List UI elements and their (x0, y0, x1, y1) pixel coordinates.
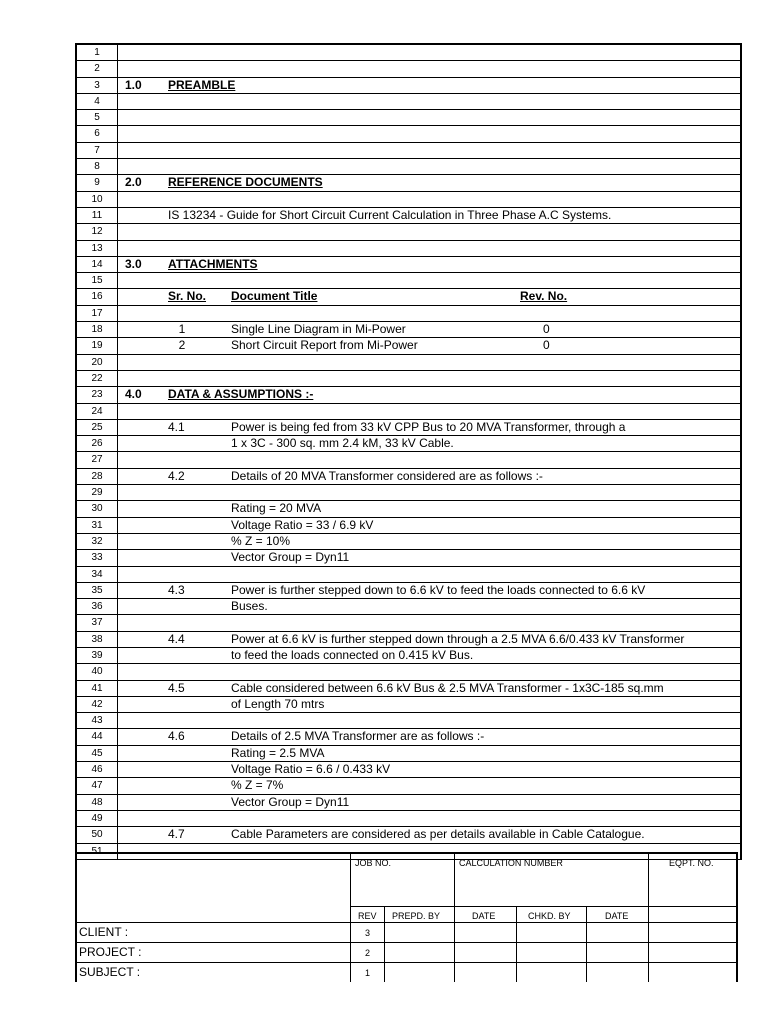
sheet-row (77, 778, 740, 794)
row-number: 34 (77, 567, 118, 582)
item-text: Vector Group = Dyn11 (231, 794, 350, 809)
item-number: IS 13234 - Guide for Short Circuit Current Calculation in Three Phase A.C Systems. (168, 207, 612, 222)
item-text: Rating = 20 MVA (231, 501, 322, 516)
item-text: Buses. (231, 599, 268, 614)
sheet-row (77, 518, 740, 534)
row-number: 20 (77, 355, 118, 370)
sheet-row (77, 664, 740, 680)
sheet-row (77, 110, 740, 126)
row-number: 43 (77, 713, 118, 728)
rev-2: 2 (365, 948, 371, 958)
item-text: 1 x 3C - 300 sq. mm 2.4 kM, 33 kV Cable. (231, 436, 454, 451)
sheet-row (77, 78, 740, 94)
sheet-row (77, 273, 740, 289)
row-number: 26 (77, 436, 118, 451)
row-number: 40 (77, 664, 118, 679)
sheet-row (77, 338, 740, 354)
sheet-row (77, 420, 740, 436)
row-number: 45 (77, 746, 118, 761)
row-number: 36 (77, 599, 118, 614)
sheet-row (77, 485, 740, 501)
sheet-row (77, 371, 740, 387)
sr-no: 1 (178, 322, 186, 337)
sheet-row (77, 746, 740, 762)
item-number: 4.5 (168, 680, 185, 695)
sheet-row (77, 404, 740, 420)
item-text: to feed the loads connected on 0.415 kV Bus. (231, 647, 474, 662)
row-number: 27 (77, 452, 118, 467)
item-text: % Z = 10% (231, 533, 291, 548)
row-number: 46 (77, 762, 118, 777)
item-text: Power is further stepped down to 6.6 kV to feed the loads connected to 6.6 kV (231, 582, 646, 597)
sheet-row (77, 306, 740, 322)
sheet-row (77, 355, 740, 371)
row-number: 18 (77, 322, 118, 337)
item-text: Short Circuit Report from Mi-Power (231, 338, 418, 353)
item-number: 4.2 (168, 468, 185, 483)
row-number: 42 (77, 697, 118, 712)
item-text: Vector Group = Dyn11 (231, 550, 350, 565)
row-number: 8 (77, 159, 118, 174)
sheet-row (77, 387, 740, 403)
row-number: 25 (77, 420, 118, 435)
row-number: 11 (77, 208, 118, 223)
row-number: 4 (77, 94, 118, 109)
sr-no: 2 (178, 338, 186, 353)
client-label: CLIENT : (79, 925, 129, 939)
section-heading: PREAMBLE (168, 77, 236, 92)
sheet-row (77, 159, 740, 175)
section-heading: ATTACHMENTS (168, 256, 258, 271)
rev-no: 0 (543, 322, 550, 337)
item-text: Details of 2.5 MVA Transformer are as follows :- (231, 729, 485, 744)
row-number: 39 (77, 648, 118, 663)
prepd-by-header: PREPD. BY (392, 911, 441, 921)
row-number: 17 (77, 306, 118, 321)
row-number: 35 (77, 583, 118, 598)
sheet-row (77, 615, 740, 631)
sheet-row (77, 632, 740, 648)
item-text: Rating = 2.5 MVA (231, 745, 325, 760)
sheet-row (77, 175, 740, 191)
sheet-row (77, 208, 740, 224)
item-number: 4.3 (168, 582, 185, 597)
sheet-row (77, 501, 740, 517)
sheet-row (77, 583, 740, 599)
sheet-row (77, 45, 740, 61)
item-text: Single Line Diagram in Mi-Power (231, 322, 406, 337)
row-number: 30 (77, 501, 118, 516)
row-number: 37 (77, 615, 118, 630)
row-number: 24 (77, 404, 118, 419)
sheet-row (77, 192, 740, 208)
item-text: Details of 20 MVA Transformer considered are as follows :- (231, 468, 543, 483)
sheet-row (77, 322, 740, 338)
row-number: 19 (77, 338, 118, 353)
row-number: 7 (77, 143, 118, 158)
row-number: 9 (77, 175, 118, 190)
sheet-row (77, 224, 740, 240)
sheet-row (77, 567, 740, 583)
item-text: Cable considered between 6.6 kV Bus & 2.5 MVA Transformer - 1x3C-185 sq.mm (231, 680, 664, 695)
project-label: PROJECT : (79, 945, 142, 959)
sheet-row (77, 811, 740, 827)
item-number: 4.4 (168, 631, 185, 646)
date-header-1: DATE (472, 911, 496, 921)
item-text: Voltage Ratio = 6.6 / 0.433 kV (231, 762, 391, 777)
row-number: 32 (77, 534, 118, 549)
row-number: 10 (77, 192, 118, 207)
date-header-2: DATE (605, 911, 629, 921)
row-number: 44 (77, 729, 118, 744)
row-number: 12 (77, 224, 118, 239)
rev-3: 3 (365, 928, 371, 938)
row-number: 14 (77, 257, 118, 272)
sheet-row (77, 713, 740, 729)
row-number: 13 (77, 241, 118, 256)
row-number: 29 (77, 485, 118, 500)
item-number: 4.7 (168, 827, 185, 842)
rev-header: REV (358, 911, 377, 921)
row-number: 33 (77, 550, 118, 565)
sheet-row (77, 452, 740, 468)
row-number: 2 (77, 61, 118, 76)
sheet-row (77, 534, 740, 550)
sheet-row (77, 729, 740, 745)
row-number: 47 (77, 778, 118, 793)
sheet-row (77, 241, 740, 257)
sheet-row (77, 697, 740, 713)
row-number: 15 (77, 273, 118, 288)
section-number: 1.0 (125, 77, 142, 92)
row-number: 16 (77, 289, 118, 304)
row-number: 1 (77, 45, 118, 60)
row-number: 38 (77, 632, 118, 647)
subject-label: SUBJECT : (79, 965, 141, 979)
item-text: % Z = 7% (231, 778, 284, 793)
item-number: 4.6 (168, 729, 185, 744)
section-number: 4.0 (125, 387, 142, 402)
sheet-row (77, 257, 740, 273)
sr-no-header: Sr. No. (168, 289, 207, 304)
sheet-row (77, 795, 740, 811)
item-text: of Length 70 mtrs (231, 696, 325, 711)
row-number: 49 (77, 811, 118, 826)
row-number: 3 (77, 78, 118, 93)
row-number: 6 (77, 126, 118, 141)
sheet-row (77, 550, 740, 566)
row-number: 51 (77, 844, 118, 859)
section-heading: DATA & ASSUMPTIONS :- (168, 387, 314, 402)
calculation-sheet (75, 43, 742, 860)
sheet-row (77, 469, 740, 485)
item-text: Power is being fed from 33 kV CPP Bus to 20 MVA Transformer, through a (231, 419, 626, 434)
sheet-row (77, 289, 740, 305)
row-number: 50 (77, 827, 118, 842)
item-number: 4.1 (168, 419, 185, 434)
sheet-row (77, 827, 740, 843)
item-text: Cable Parameters are considered as per details available in Cable Catalogue. (231, 827, 645, 842)
row-number: 28 (77, 469, 118, 484)
row-number: 31 (77, 518, 118, 533)
job-no-label: JOB NO. (355, 858, 392, 868)
row-number: 48 (77, 795, 118, 810)
section-heading: REFERENCE DOCUMENTS (168, 175, 323, 190)
row-number: 5 (77, 110, 118, 125)
sheet-row (77, 436, 740, 452)
sheet-row (77, 681, 740, 697)
row-number: 23 (77, 387, 118, 402)
item-text: Power at 6.6 kV is further stepped down through a 2.5 MVA 6.6/0.433 kV Transformer (231, 631, 685, 646)
item-text: Voltage Ratio = 33 / 6.9 kV (231, 517, 374, 532)
sheet-row (77, 126, 740, 142)
title-block (75, 852, 738, 982)
sheet-row (77, 599, 740, 615)
sheet-row (77, 143, 740, 159)
section-number: 2.0 (125, 175, 142, 190)
chkd-by-header: CHKD. BY (528, 911, 571, 921)
calculation-number-label: CALCULATION NUMBER (459, 858, 563, 868)
rev-1: 1 (365, 968, 371, 978)
rev-no: 0 (543, 338, 550, 353)
sheet-row (77, 648, 740, 664)
eqpt-no-label: EQPT. NO. (669, 858, 714, 868)
sheet-row (77, 94, 740, 110)
row-number: 22 (77, 371, 118, 386)
rev-no-header: Rev. No. (520, 289, 568, 304)
section-number: 3.0 (125, 256, 142, 271)
row-number: 41 (77, 681, 118, 696)
sheet-row (77, 61, 740, 77)
document-title-header: Document Title (231, 289, 318, 304)
sheet-row (77, 762, 740, 778)
